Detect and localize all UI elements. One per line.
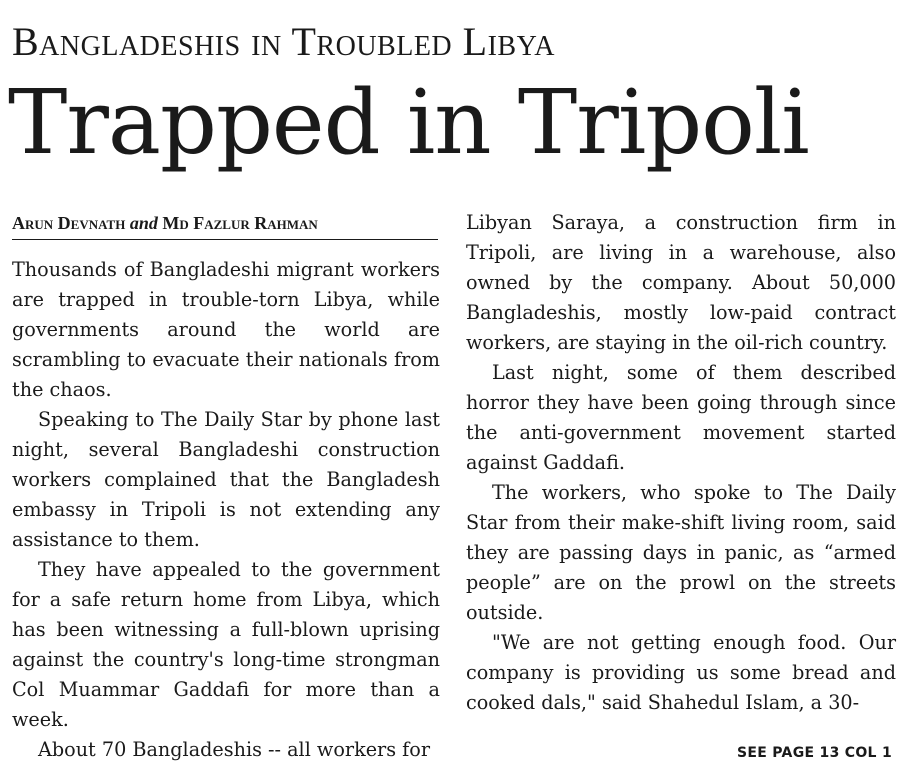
paragraph: Last night, some of them described horror they have been going through since the anti-government movement started against Gaddafi. [466, 361, 896, 474]
byline-author-1: Arun Devnath [12, 213, 126, 233]
paragraph: "We are not getting enough food. Our company is providing us some bread and cooked dals," said Shahedul Islam, a 30- [466, 631, 896, 714]
paragraph: Speaking to The Daily Star by phone last night, several Bangladeshi construction workers complained that the Bangladesh embassy in Tripoli is not extending any assistance to them. [12, 408, 440, 551]
paragraph: They have appealed to the government for a safe return home from Libya, which has been witnessing a full-blown uprising against the country's long-time strongman Col Muammar Gaddafi for more than a week. [12, 558, 440, 731]
byline-author-2: Md Fazlur Rahman [162, 213, 318, 233]
left-column [12, 255, 440, 765]
headline: Trapped in Tripoli [8, 70, 809, 174]
paragraph: Thousands of Bangladeshi migrant workers are trapped in trouble-torn Libya, while governments around the world are scrambling to evacuate their nationals from the chaos. [12, 258, 440, 401]
kicker: Bangladeshis in Troubled Libya [12, 19, 555, 64]
paragraph: Libyan Saraya, a construction firm in Tripoli, are living in a warehouse, also owned by the company. About 50,000 Bangladeshis, mostly low-paid contract workers, are staying in the oil-rich country. [466, 211, 896, 354]
byline [12, 212, 438, 240]
continuation-jump: SEE PAGE 13 COL 1 [737, 745, 892, 761]
paragraph: The workers, who spoke to The Daily Star from their make-shift living room, said they are passing days in panic, as “armed people” are on the prowl on the streets outside. [466, 481, 896, 624]
right-column [466, 208, 896, 718]
paragraph: About 70 Bangladeshis -- all workers for [38, 738, 431, 761]
byline-conjunction: and [129, 213, 158, 233]
